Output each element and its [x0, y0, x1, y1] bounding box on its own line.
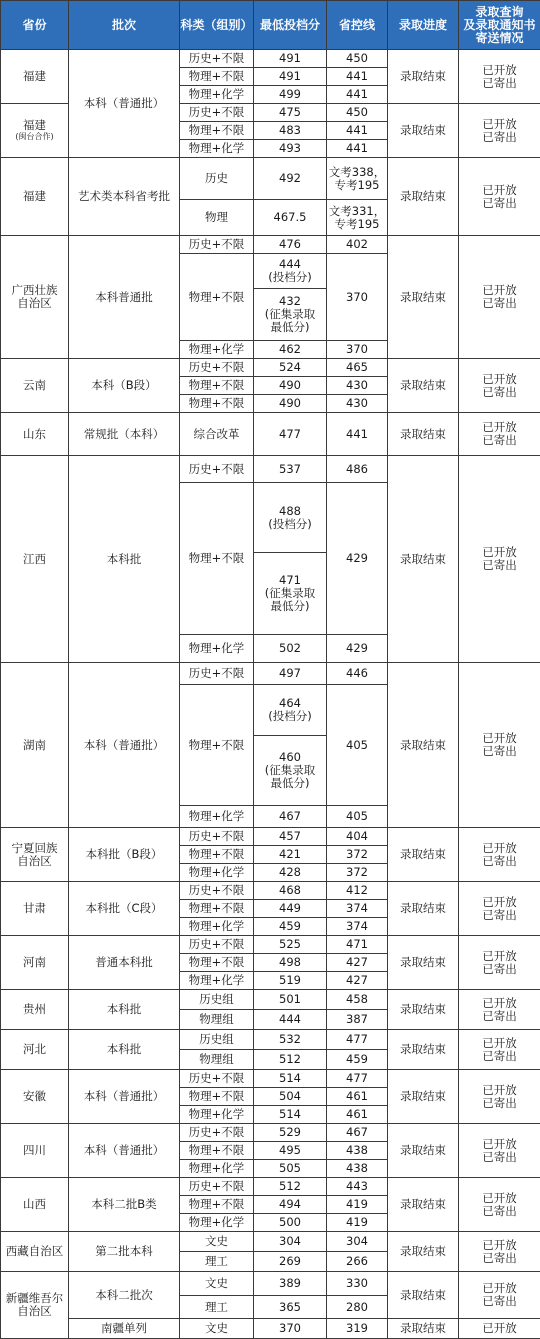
subject-cell: 物理+不限: [180, 122, 254, 140]
mail-status-cell: 已开放 已寄出: [459, 456, 540, 663]
batch-cell: 本科（普通批）: [69, 663, 180, 828]
min-score-cell: 476: [254, 236, 327, 254]
min-score-cell: 490: [254, 395, 327, 413]
min-score-cell: 460 (征集录取 最低分): [254, 736, 327, 806]
progress-cell: 录取结束: [388, 828, 459, 882]
mail-status-cell: 已开放 已寄出: [459, 990, 540, 1030]
progress-cell: 录取结束: [388, 50, 459, 104]
progress-cell: 录取结束: [388, 936, 459, 990]
table-row: [1, 1124, 540, 1142]
control-line-cell: 443: [327, 1178, 388, 1196]
batch-cell: 本科（普通批）: [69, 1070, 180, 1124]
min-score-cell: 529: [254, 1124, 327, 1142]
min-score-cell: 483: [254, 122, 327, 140]
control-line-cell: 441: [327, 86, 388, 104]
min-score-cell: 467: [254, 806, 327, 828]
min-score-cell: 444: [254, 1010, 327, 1030]
min-score-cell: 512: [254, 1050, 327, 1070]
control-line-cell: 266: [327, 1252, 388, 1272]
control-line-cell: 374: [327, 900, 388, 918]
subject-cell: 历史+不限: [180, 663, 254, 685]
province-cell: 湖南: [1, 663, 69, 828]
table-row: [1, 1232, 540, 1252]
control-line-cell: 441: [327, 68, 388, 86]
table-row: [1, 1030, 540, 1050]
table-row: [1, 1319, 540, 1339]
subject-cell: 物理+不限: [180, 1088, 254, 1106]
min-score-cell: 464 (投档分): [254, 685, 327, 736]
min-score-cell: 457: [254, 828, 327, 846]
subject-cell: 文史: [180, 1319, 254, 1339]
min-score-cell: 505: [254, 1160, 327, 1178]
progress-cell: 录取结束: [388, 663, 459, 828]
table-row: [1, 456, 540, 483]
subject-cell: 历史+不限: [180, 1178, 254, 1196]
min-score-cell: 494: [254, 1196, 327, 1214]
progress-cell: 录取结束: [388, 1070, 459, 1124]
col-header: 录取进度: [388, 1, 459, 50]
min-score-cell: 497: [254, 663, 327, 685]
batch-cell: 南疆单列: [69, 1319, 180, 1339]
min-score-cell: 525: [254, 936, 327, 954]
min-score-cell: 492: [254, 158, 327, 200]
col-header: 最低投档分: [254, 1, 327, 50]
control-line-cell: 477: [327, 1070, 388, 1088]
control-line-cell: 450: [327, 50, 388, 68]
progress-cell: 录取结束: [388, 1030, 459, 1070]
subject-cell: 历史+不限: [180, 50, 254, 68]
mail-status-cell: 已开放 已寄出: [459, 663, 540, 828]
min-score-cell: 462: [254, 341, 327, 359]
batch-cell: 本科批（B段）: [69, 828, 180, 882]
subject-cell: 历史+不限: [180, 236, 254, 254]
control-line-cell: 461: [327, 1088, 388, 1106]
min-score-cell: 477: [254, 413, 327, 456]
batch-cell: 本科普通批: [69, 236, 180, 359]
subject-cell: 物理+不限: [180, 1142, 254, 1160]
control-line-cell: 441: [327, 140, 388, 158]
batch-cell: 本科批: [69, 456, 180, 663]
control-line-cell: 471: [327, 936, 388, 954]
mail-status-cell: 已开放 已寄出: [459, 828, 540, 882]
table-row: [1, 663, 540, 685]
mail-status-cell: 已开放 已寄出: [459, 1232, 540, 1272]
subject-cell: 物理+不限: [180, 395, 254, 413]
min-score-cell: 504: [254, 1088, 327, 1106]
subject-cell: 物理+不限: [180, 68, 254, 86]
subject-cell: 文史: [180, 1272, 254, 1296]
province-cell: 福建: [1, 50, 69, 104]
province-cell: 河北: [1, 1030, 69, 1070]
control-line-cell: 文考331， 专考195: [327, 200, 388, 236]
control-line-cell: 427: [327, 972, 388, 990]
min-score-cell: 365: [254, 1296, 327, 1319]
control-line-cell: 370: [327, 254, 388, 341]
min-score-cell: 490: [254, 377, 327, 395]
table-row: [1, 882, 540, 900]
mail-status-cell: 已开放 已寄出: [459, 413, 540, 456]
control-line-cell: 430: [327, 395, 388, 413]
mail-status-cell: 已开放 已寄出: [459, 1070, 540, 1124]
subject-cell: 物理+不限: [180, 900, 254, 918]
subject-cell: 物理+化学: [180, 86, 254, 104]
subject-cell: 历史+不限: [180, 456, 254, 483]
min-score-cell: 432 (征集录取 最低分): [254, 289, 327, 341]
control-line-cell: 441: [327, 122, 388, 140]
subject-cell: 历史: [180, 158, 254, 200]
min-score-cell: 498: [254, 954, 327, 972]
subject-cell: 历史+不限: [180, 936, 254, 954]
min-score-cell: 500: [254, 1214, 327, 1232]
control-line-cell: 450: [327, 104, 388, 122]
progress-cell: 录取结束: [388, 104, 459, 158]
subject-cell: 物理+化学: [180, 1160, 254, 1178]
min-score-cell: 444 (投档分): [254, 254, 327, 289]
min-score-cell: 389: [254, 1272, 327, 1296]
control-line-cell: 465: [327, 359, 388, 377]
min-score-cell: 495: [254, 1142, 327, 1160]
province-cell: [1, 104, 69, 158]
control-line-cell: 486: [327, 456, 388, 483]
subject-cell: 物理+化学: [180, 864, 254, 882]
control-line-cell: 438: [327, 1160, 388, 1178]
mail-status-cell: 已开放 已寄出: [459, 1272, 540, 1319]
table-row: [1, 236, 540, 254]
control-line-cell: 441: [327, 413, 388, 456]
progress-cell: 录取结束: [388, 990, 459, 1030]
subject-cell: 历史+不限: [180, 359, 254, 377]
mail-status-cell: 已开放 已寄出: [459, 236, 540, 359]
subject-cell: 物理+化学: [180, 635, 254, 663]
subject-cell: 历史组: [180, 990, 254, 1010]
min-score-cell: 514: [254, 1070, 327, 1088]
col-header: 省份: [1, 1, 69, 50]
min-score-cell: 537: [254, 456, 327, 483]
control-line-cell: 429: [327, 483, 388, 635]
min-score-cell: 502: [254, 635, 327, 663]
province-cell: 四川: [1, 1124, 69, 1178]
control-line-cell: 419: [327, 1214, 388, 1232]
province-cell: 甘肃: [1, 882, 69, 936]
batch-cell: 艺术类本科省考批: [69, 158, 180, 236]
min-score-cell: 532: [254, 1030, 327, 1050]
subject-cell: 物理+不限: [180, 254, 254, 341]
province-cell: 山东: [1, 413, 69, 456]
mail-status-cell: 已开放 已寄出: [459, 1178, 540, 1232]
col-header: 省控线: [327, 1, 388, 50]
control-line-cell: 459: [327, 1050, 388, 1070]
table-row: [1, 1070, 540, 1088]
mail-status-cell: 已开放 已寄出: [459, 359, 540, 413]
subject-cell: 物理+不限: [180, 685, 254, 806]
subject-cell: 文史: [180, 1232, 254, 1252]
table-row: [1, 158, 540, 200]
control-line-cell: 430: [327, 377, 388, 395]
subject-cell: 物理+化学: [180, 918, 254, 936]
batch-cell: 常规批（本科）: [69, 413, 180, 456]
table-row: [1, 413, 540, 456]
table-row: [1, 359, 540, 377]
mail-status-cell: 已开放 已寄出: [459, 50, 540, 104]
subject-cell: 历史+不限: [180, 1070, 254, 1088]
min-score-cell: 493: [254, 140, 327, 158]
province-cell: 云南: [1, 359, 69, 413]
subject-cell: 物理+化学: [180, 806, 254, 828]
control-line-cell: 405: [327, 806, 388, 828]
min-score-cell: 501: [254, 990, 327, 1010]
mail-status-cell: 已开放 已寄出: [459, 158, 540, 236]
col-header: 科类（组别）: [180, 1, 254, 50]
batch-cell: 普通本科批: [69, 936, 180, 990]
control-line-cell: 438: [327, 1142, 388, 1160]
control-line-cell: 404: [327, 828, 388, 846]
table-row: [1, 828, 540, 846]
subject-cell: 历史+不限: [180, 882, 254, 900]
progress-cell: 录取结束: [388, 1319, 459, 1339]
subject-cell: 历史+不限: [180, 828, 254, 846]
subject-cell: 物理+不限: [180, 1196, 254, 1214]
province-cell: 西藏自治区: [1, 1232, 69, 1272]
province-cell: 贵州: [1, 990, 69, 1030]
province-cell: 山西: [1, 1178, 69, 1232]
min-score-cell: 468: [254, 882, 327, 900]
progress-cell: 录取结束: [388, 1178, 459, 1232]
progress-cell: 录取结束: [388, 456, 459, 663]
min-score-cell: 475: [254, 104, 327, 122]
progress-cell: 录取结束: [388, 1272, 459, 1319]
progress-cell: 录取结束: [388, 413, 459, 456]
progress-cell: 录取结束: [388, 359, 459, 413]
subject-cell: 物理+化学: [180, 1214, 254, 1232]
subject-cell: 物理+化学: [180, 972, 254, 990]
table-row: [1, 990, 540, 1010]
batch-cell: 第二批本科: [69, 1232, 180, 1272]
table-row: [1, 1178, 540, 1196]
batch-cell: 本科批: [69, 1030, 180, 1070]
control-line-cell: 412: [327, 882, 388, 900]
control-line-cell: 319: [327, 1319, 388, 1339]
control-line-cell: 文考338， 专考195: [327, 158, 388, 200]
batch-cell: 本科二批B类: [69, 1178, 180, 1232]
min-score-cell: 512: [254, 1178, 327, 1196]
batch-cell: 本科批: [69, 990, 180, 1030]
min-score-cell: 514: [254, 1106, 327, 1124]
min-score-cell: 428: [254, 864, 327, 882]
control-line-cell: 374: [327, 918, 388, 936]
col-header: 录取查询 及录取通知书 寄送情况: [459, 1, 540, 50]
control-line-cell: 427: [327, 954, 388, 972]
subject-cell: 物理+不限: [180, 954, 254, 972]
progress-cell: 录取结束: [388, 882, 459, 936]
subject-cell: 物理组: [180, 1050, 254, 1070]
batch-cell: 本科批（C段）: [69, 882, 180, 936]
subject-cell: 理工: [180, 1252, 254, 1272]
progress-cell: 录取结束: [388, 158, 459, 236]
control-line-cell: 405: [327, 685, 388, 806]
min-score-cell: 449: [254, 900, 327, 918]
subject-cell: 物理: [180, 200, 254, 236]
control-line-cell: 429: [327, 635, 388, 663]
mail-status-cell: 已开放 已寄出: [459, 1124, 540, 1178]
subject-cell: 历史+不限: [180, 104, 254, 122]
control-line-cell: 372: [327, 846, 388, 864]
province-cell: 江西: [1, 456, 69, 663]
subject-cell: 物理+不限: [180, 377, 254, 395]
progress-cell: 录取结束: [388, 1124, 459, 1178]
min-score-cell: 269: [254, 1252, 327, 1272]
min-score-cell: 491: [254, 68, 327, 86]
table-row: [1, 1272, 540, 1296]
control-line-cell: 461: [327, 1106, 388, 1124]
subject-cell: 历史组: [180, 1030, 254, 1050]
batch-cell: 本科（普通批）: [69, 1124, 180, 1178]
control-line-cell: 446: [327, 663, 388, 685]
min-score-cell: 459: [254, 918, 327, 936]
min-score-cell: 421: [254, 846, 327, 864]
mail-status-cell: 已开放 已寄出: [459, 882, 540, 936]
min-score-cell: 467.5: [254, 200, 327, 236]
control-line-cell: 280: [327, 1296, 388, 1319]
min-score-cell: 491: [254, 50, 327, 68]
control-line-cell: 330: [327, 1272, 388, 1296]
min-score-cell: 304: [254, 1232, 327, 1252]
control-line-cell: 402: [327, 236, 388, 254]
subject-cell: 历史+不限: [180, 1124, 254, 1142]
province-cell: 广西壮族 自治区: [1, 236, 69, 359]
batch-cell: 本科（普通批）: [69, 50, 180, 158]
province-cell: 福建: [1, 158, 69, 236]
min-score-cell: 524: [254, 359, 327, 377]
province-cell: 新疆维吾尔 自治区: [1, 1272, 69, 1339]
col-header: 批次: [69, 1, 180, 50]
control-line-cell: 370: [327, 341, 388, 359]
subject-cell: 物理组: [180, 1010, 254, 1030]
subject-cell: 物理+化学: [180, 341, 254, 359]
progress-cell: 录取结束: [388, 236, 459, 359]
mail-status-cell: 已开放: [459, 1319, 540, 1339]
subject-cell: 物理+不限: [180, 846, 254, 864]
control-line-cell: 387: [327, 1010, 388, 1030]
mail-status-cell: 已开放 已寄出: [459, 104, 540, 158]
province-name: 福建: [23, 118, 46, 132]
subject-cell: 物理+不限: [180, 483, 254, 635]
subject-cell: 理工: [180, 1296, 254, 1319]
control-line-cell: 372: [327, 864, 388, 882]
min-score-cell: 370: [254, 1319, 327, 1339]
subject-cell: 物理+化学: [180, 1106, 254, 1124]
province-cell: 河南: [1, 936, 69, 990]
subject-cell: 物理+化学: [180, 140, 254, 158]
mail-status-cell: 已开放 已寄出: [459, 936, 540, 990]
control-line-cell: 304: [327, 1232, 388, 1252]
table-row: [1, 936, 540, 954]
control-line-cell: 467: [327, 1124, 388, 1142]
province-cell: 宁夏回族 自治区: [1, 828, 69, 882]
batch-cell: 本科二批次: [69, 1272, 180, 1319]
province-note: (闽台合作): [1, 132, 68, 142]
header-row: [1, 1, 540, 50]
min-score-cell: 488 (投档分): [254, 483, 327, 553]
batch-cell: 本科（B段）: [69, 359, 180, 413]
table-row: [1, 50, 540, 68]
control-line-cell: 419: [327, 1196, 388, 1214]
control-line-cell: 477: [327, 1030, 388, 1050]
min-score-cell: 471 (征集录取 最低分): [254, 553, 327, 635]
subject-cell: 综合改革: [180, 413, 254, 456]
progress-cell: 录取结束: [388, 1232, 459, 1272]
control-line-cell: 458: [327, 990, 388, 1010]
mail-status-cell: 已开放 已寄出: [459, 1030, 540, 1070]
province-cell: 安徽: [1, 1070, 69, 1124]
min-score-cell: 519: [254, 972, 327, 990]
min-score-cell: 499: [254, 86, 327, 104]
